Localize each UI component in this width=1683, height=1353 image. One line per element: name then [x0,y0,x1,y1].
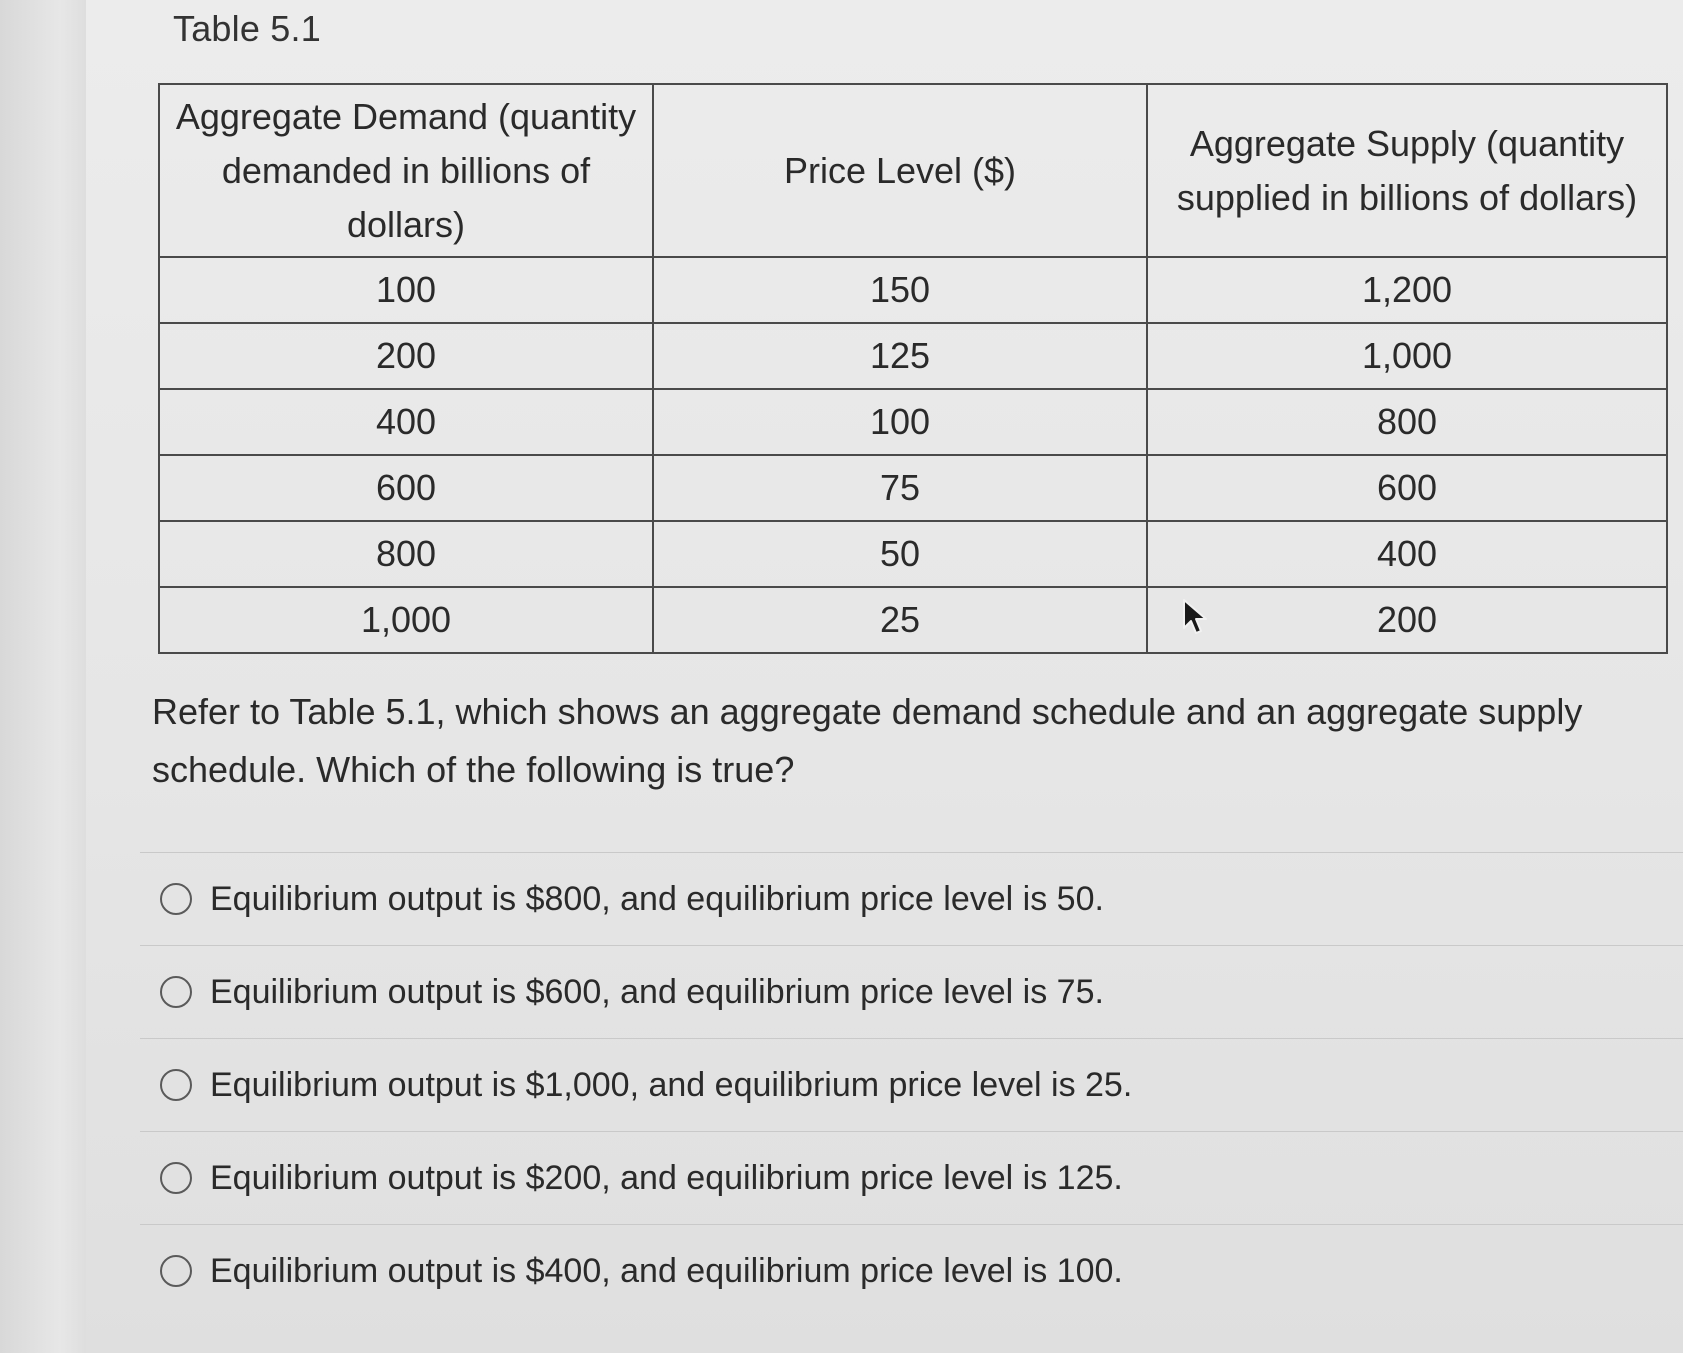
radio-unselected-icon[interactable] [160,1069,192,1101]
answer-option-label: Equilibrium output is $200, and equilibrium price level is 125. [210,1158,1123,1197]
cell-price-level: 125 [653,323,1147,389]
cell-aggregate-demand: 600 [159,455,653,521]
cell-aggregate-supply: 1,000 [1147,323,1667,389]
cell-price-level: 25 [653,587,1147,653]
header-aggregate-supply: Aggregate Supply (quantity supplied in billions of dollars) [1147,84,1667,257]
cell-price-level: 100 [653,389,1147,455]
table-row [159,323,1667,389]
cell-aggregate-supply: 200 [1147,587,1667,653]
cell-aggregate-supply: 800 [1147,389,1667,455]
cell-aggregate-supply: 400 [1147,521,1667,587]
cell-aggregate-demand: 1,000 [159,587,653,653]
cell-aggregate-demand: 100 [159,257,653,323]
answer-option[interactable] [140,945,1683,1038]
cell-aggregate-demand: 800 [159,521,653,587]
answer-option[interactable] [140,852,1683,945]
table-title: Table 5.1 [173,8,321,49]
radio-unselected-icon[interactable] [160,1255,192,1287]
cell-aggregate-demand: 400 [159,389,653,455]
answer-option-label: Equilibrium output is $400, and equilibrium price level is 100. [210,1251,1123,1290]
cell-aggregate-supply: 1,200 [1147,257,1667,323]
answer-option[interactable] [140,1224,1683,1317]
cell-aggregate-supply: 600 [1147,455,1667,521]
screen-bezel [0,0,87,1353]
answer-option-label: Equilibrium output is $800, and equilibrium price level is 50. [210,879,1104,918]
answer-option-label: Equilibrium output is $1,000, and equilibrium price level is 25. [210,1065,1133,1104]
mouse-pointer-icon [1181,598,1213,638]
question-text: Refer to Table 5.1, which shows an aggregate demand schedule and an aggregate supply schedule. Which of the following is true? [152,691,1583,790]
radio-unselected-icon[interactable] [160,1162,192,1194]
data-table [158,83,1668,654]
answer-options [140,852,1683,1317]
radio-unselected-icon[interactable] [160,976,192,1008]
radio-unselected-icon[interactable] [160,883,192,915]
header-aggregate-demand: Aggregate Demand (quantity demanded in billions of dollars) [159,84,653,257]
table-row [159,389,1667,455]
header-price-level: Price Level ($) [653,84,1147,257]
table-row [159,455,1667,521]
cell-price-level: 75 [653,455,1147,521]
answer-option[interactable] [140,1038,1683,1131]
answer-option[interactable] [140,1131,1683,1224]
cell-price-level: 150 [653,257,1147,323]
table-row [159,521,1667,587]
table-row [159,587,1667,653]
table-row [159,257,1667,323]
cell-price-level: 50 [653,521,1147,587]
table-header-row [159,84,1667,257]
cell-aggregate-demand: 200 [159,323,653,389]
answer-option-label: Equilibrium output is $600, and equilibrium price level is 75. [210,972,1104,1011]
